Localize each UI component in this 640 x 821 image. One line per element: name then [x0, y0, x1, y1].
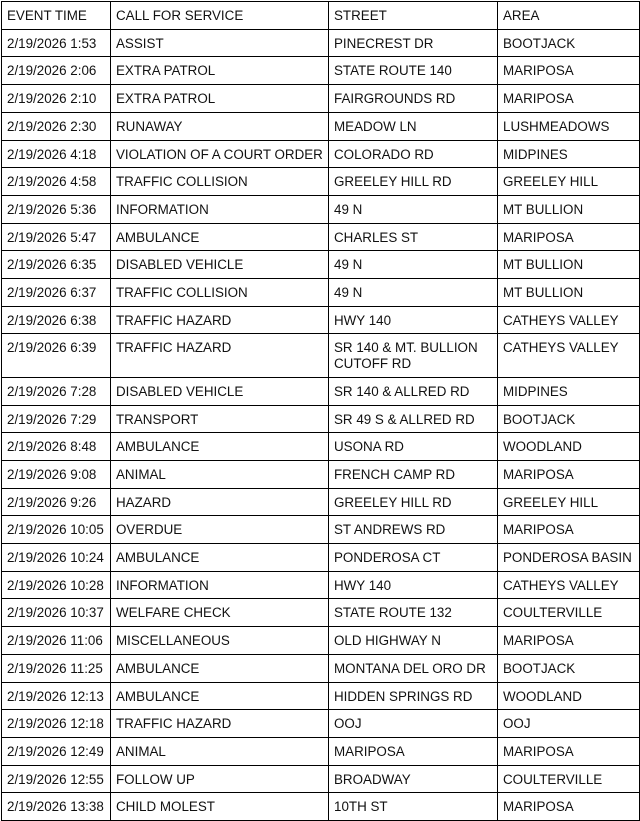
street-cell: MARIPOSA: [329, 737, 498, 765]
event-time-cell: 2/19/2026 11:25: [2, 654, 111, 682]
call-for-service-cell: VIOLATION OF A COURT ORDER: [111, 140, 329, 168]
table-row: [2, 57, 640, 85]
call-for-service-cell: TRAFFIC HAZARD: [111, 334, 329, 377]
event-time-cell: 2/19/2026 6:37: [2, 279, 111, 307]
event-time-cell: 2/19/2026 2:06: [2, 57, 111, 85]
street-cell: STATE ROUTE 132: [329, 599, 498, 627]
call-for-service-cell: INFORMATION: [111, 195, 329, 223]
area-cell: MARIPOSA: [498, 793, 640, 821]
table-row: [2, 140, 640, 168]
area-cell: MT BULLION: [498, 279, 640, 307]
call-for-service-cell: RUNAWAY: [111, 112, 329, 140]
area-cell: CATHEYS VALLEY: [498, 306, 640, 334]
table-row: [2, 306, 640, 334]
table-row: [2, 460, 640, 488]
event-time-cell: 2/19/2026 12:18: [2, 710, 111, 738]
area-cell: CATHEYS VALLEY: [498, 571, 640, 599]
event-time-cell: 2/19/2026 8:48: [2, 433, 111, 461]
table-row: [2, 377, 640, 405]
table-row: [2, 112, 640, 140]
area-cell: GREELEY HILL: [498, 168, 640, 196]
call-for-service-cell: TRAFFIC HAZARD: [111, 710, 329, 738]
street-cell: OOJ: [329, 710, 498, 738]
event-time-cell: 2/19/2026 6:38: [2, 306, 111, 334]
area-cell: MT BULLION: [498, 251, 640, 279]
event-time-cell: 2/19/2026 10:37: [2, 599, 111, 627]
call-for-service-cell: ANIMAL: [111, 737, 329, 765]
area-cell: BOOTJACK: [498, 29, 640, 57]
area-cell: MARIPOSA: [498, 57, 640, 85]
table-row: [2, 544, 640, 572]
street-cell: SR 140 & ALLRED RD: [329, 377, 498, 405]
event-time-cell: 2/19/2026 5:47: [2, 223, 111, 251]
call-for-service-cell: ASSIST: [111, 29, 329, 57]
event-time-cell: 2/19/2026 9:26: [2, 488, 111, 516]
event-time-cell: 2/19/2026 5:36: [2, 195, 111, 223]
table-row: [2, 334, 640, 377]
area-cell: OOJ: [498, 710, 640, 738]
header-street: STREET: [329, 2, 498, 30]
street-cell: OLD HIGHWAY N: [329, 627, 498, 655]
area-cell: MIDPINES: [498, 140, 640, 168]
event-time-cell: 2/19/2026 10:28: [2, 571, 111, 599]
street-cell: MEADOW LN: [329, 112, 498, 140]
area-cell: MT BULLION: [498, 195, 640, 223]
call-for-service-cell: AMBULANCE: [111, 223, 329, 251]
table-row: [2, 737, 640, 765]
header-event-time: EVENT TIME: [2, 2, 111, 30]
call-for-service-cell: FOLLOW UP: [111, 765, 329, 793]
street-cell: BROADWAY: [329, 765, 498, 793]
table-row: [2, 29, 640, 57]
area-cell: MARIPOSA: [498, 737, 640, 765]
event-time-cell: 2/19/2026 9:08: [2, 460, 111, 488]
call-for-service-cell: DISABLED VEHICLE: [111, 251, 329, 279]
area-cell: MARIPOSA: [498, 516, 640, 544]
table-row: [2, 765, 640, 793]
event-time-cell: 2/19/2026 12:13: [2, 682, 111, 710]
event-time-cell: 2/19/2026 1:53: [2, 29, 111, 57]
area-cell: MIDPINES: [498, 377, 640, 405]
area-cell: MARIPOSA: [498, 223, 640, 251]
table-row: [2, 488, 640, 516]
header-row: [2, 2, 640, 30]
event-time-cell: 2/19/2026 6:39: [2, 334, 111, 377]
call-for-service-cell: EXTRA PATROL: [111, 85, 329, 113]
street-cell: ST ANDREWS RD: [329, 516, 498, 544]
area-cell: BOOTJACK: [498, 654, 640, 682]
table-row: [2, 85, 640, 113]
event-time-cell: 2/19/2026 7:28: [2, 377, 111, 405]
event-time-cell: 2/19/2026 10:24: [2, 544, 111, 572]
street-cell: FRENCH CAMP RD: [329, 460, 498, 488]
call-for-service-cell: TRAFFIC COLLISION: [111, 279, 329, 307]
street-cell: HWY 140: [329, 306, 498, 334]
call-for-service-cell: HAZARD: [111, 488, 329, 516]
street-cell: 49 N: [329, 195, 498, 223]
header-area: AREA: [498, 2, 640, 30]
call-for-service-cell: TRAFFIC COLLISION: [111, 168, 329, 196]
event-time-cell: 2/19/2026 10:05: [2, 516, 111, 544]
street-cell: STATE ROUTE 140: [329, 57, 498, 85]
table-row: [2, 279, 640, 307]
street-cell: SR 49 S & ALLRED RD: [329, 405, 498, 433]
table-body: [2, 29, 640, 820]
header-call-for-service: CALL FOR SERVICE: [111, 2, 329, 30]
table-row: [2, 168, 640, 196]
street-cell: COLORADO RD: [329, 140, 498, 168]
street-cell: 49 N: [329, 251, 498, 279]
area-cell: GREELEY HILL: [498, 488, 640, 516]
calls-for-service-table: [1, 1, 640, 821]
street-cell: SR 140 & MT. BULLION CUTOFF RD: [329, 334, 498, 377]
call-for-service-cell: DISABLED VEHICLE: [111, 377, 329, 405]
table-row: [2, 433, 640, 461]
table-row: [2, 571, 640, 599]
street-cell: 10TH ST: [329, 793, 498, 821]
street-cell: USONA RD: [329, 433, 498, 461]
street-cell: GREELEY HILL RD: [329, 168, 498, 196]
call-for-service-cell: ANIMAL: [111, 460, 329, 488]
area-cell: MARIPOSA: [498, 460, 640, 488]
table-row: [2, 195, 640, 223]
event-time-cell: 2/19/2026 13:38: [2, 793, 111, 821]
street-cell: PONDEROSA CT: [329, 544, 498, 572]
table-row: [2, 654, 640, 682]
call-for-service-cell: EXTRA PATROL: [111, 57, 329, 85]
area-cell: PONDEROSA BASIN: [498, 544, 640, 572]
call-for-service-cell: WELFARE CHECK: [111, 599, 329, 627]
street-cell: FAIRGROUNDS RD: [329, 85, 498, 113]
call-for-service-cell: AMBULANCE: [111, 544, 329, 572]
call-for-service-cell: MISCELLANEOUS: [111, 627, 329, 655]
table-row: [2, 627, 640, 655]
event-time-cell: 2/19/2026 7:29: [2, 405, 111, 433]
street-cell: GREELEY HILL RD: [329, 488, 498, 516]
area-cell: COULTERVILLE: [498, 599, 640, 627]
event-time-cell: 2/19/2026 11:06: [2, 627, 111, 655]
area-cell: COULTERVILLE: [498, 765, 640, 793]
call-for-service-cell: AMBULANCE: [111, 654, 329, 682]
area-cell: MARIPOSA: [498, 85, 640, 113]
event-time-cell: 2/19/2026 2:10: [2, 85, 111, 113]
call-for-service-cell: OVERDUE: [111, 516, 329, 544]
call-for-service-cell: TRANSPORT: [111, 405, 329, 433]
table-row: [2, 599, 640, 627]
table-row: [2, 682, 640, 710]
street-cell: CHARLES ST: [329, 223, 498, 251]
table-row: [2, 793, 640, 821]
table-row: [2, 223, 640, 251]
area-cell: BOOTJACK: [498, 405, 640, 433]
event-time-cell: 2/19/2026 2:30: [2, 112, 111, 140]
street-cell: PINECREST DR: [329, 29, 498, 57]
call-for-service-cell: TRAFFIC HAZARD: [111, 306, 329, 334]
table-row: [2, 516, 640, 544]
table-row: [2, 710, 640, 738]
area-cell: WOODLAND: [498, 682, 640, 710]
street-cell: 49 N: [329, 279, 498, 307]
area-cell: LUSHMEADOWS: [498, 112, 640, 140]
event-time-cell: 2/19/2026 12:55: [2, 765, 111, 793]
call-for-service-cell: CHILD MOLEST: [111, 793, 329, 821]
call-for-service-cell: AMBULANCE: [111, 433, 329, 461]
area-cell: WOODLAND: [498, 433, 640, 461]
table-row: [2, 251, 640, 279]
event-time-cell: 2/19/2026 4:58: [2, 168, 111, 196]
event-time-cell: 2/19/2026 12:49: [2, 737, 111, 765]
street-cell: MONTANA DEL ORO DR: [329, 654, 498, 682]
street-cell: HWY 140: [329, 571, 498, 599]
area-cell: CATHEYS VALLEY: [498, 334, 640, 377]
event-time-cell: 2/19/2026 4:18: [2, 140, 111, 168]
call-for-service-cell: AMBULANCE: [111, 682, 329, 710]
street-cell: HIDDEN SPRINGS RD: [329, 682, 498, 710]
table-row: [2, 405, 640, 433]
call-for-service-cell: INFORMATION: [111, 571, 329, 599]
area-cell: MARIPOSA: [498, 627, 640, 655]
event-time-cell: 2/19/2026 6:35: [2, 251, 111, 279]
